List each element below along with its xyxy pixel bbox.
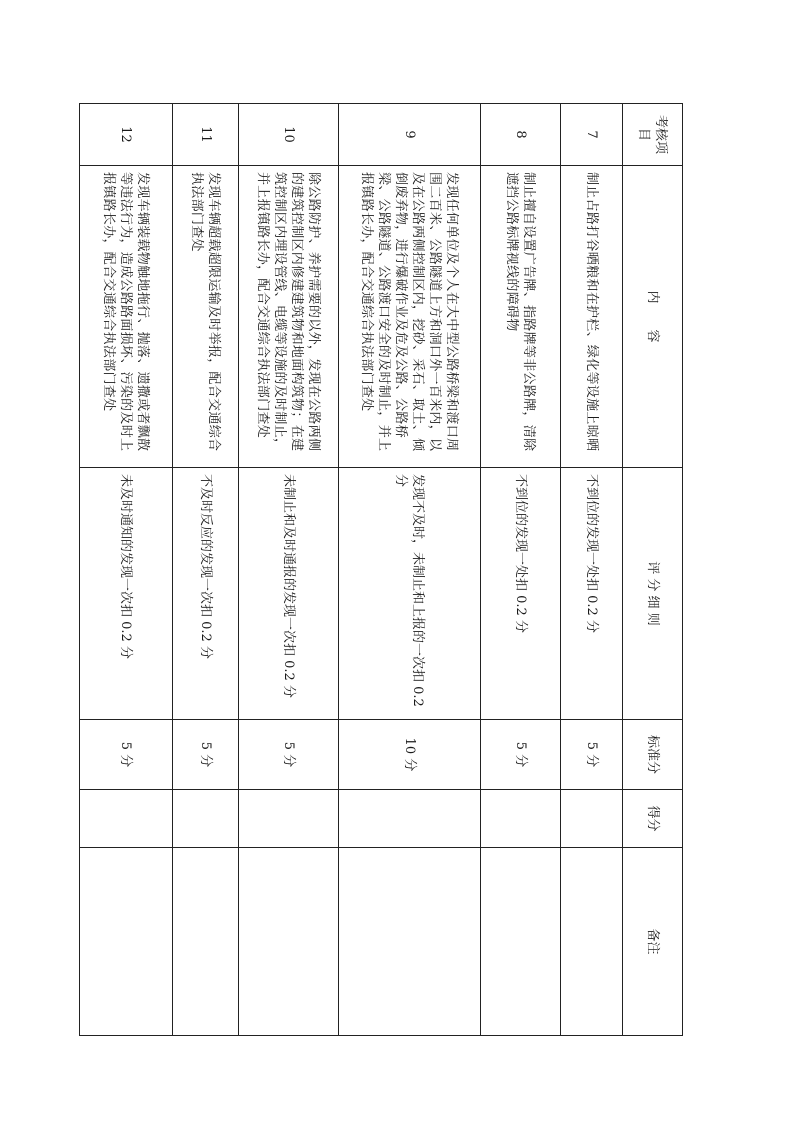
header-rule: 评 分 细 则 bbox=[623, 468, 683, 720]
cell-remark bbox=[80, 848, 173, 1036]
cell-item: 8 bbox=[481, 104, 561, 166]
header-standard: 标准分 bbox=[623, 720, 683, 790]
table-row bbox=[173, 104, 239, 1036]
header-score: 得分 bbox=[623, 790, 683, 848]
cell-rule: 不及时反应的发现一次扣 0.2 分 bbox=[173, 468, 239, 720]
cell-standard: 5 分 bbox=[481, 720, 561, 790]
table-row bbox=[80, 104, 173, 1036]
cell-score bbox=[481, 790, 561, 848]
cell-remark bbox=[481, 848, 561, 1036]
table-row bbox=[561, 104, 623, 1036]
cell-score bbox=[339, 790, 481, 848]
cell-remark bbox=[173, 848, 239, 1036]
cell-content: 发现车辆超载超限运输及时举报，配合交通综合执法部门查处 bbox=[173, 166, 239, 468]
table-row bbox=[481, 104, 561, 1036]
assessment-table-landscape bbox=[101, 103, 683, 1035]
cell-standard: 5 分 bbox=[80, 720, 173, 790]
cell-standard: 10 分 bbox=[339, 720, 481, 790]
cell-item: 12 bbox=[80, 104, 173, 166]
cell-standard: 5 分 bbox=[239, 720, 339, 790]
header-item: 考核项目 bbox=[623, 104, 683, 166]
cell-rule: 未及时通知的发现一次扣 0.2 分 bbox=[80, 468, 173, 720]
cell-item: 10 bbox=[239, 104, 339, 166]
cell-score bbox=[80, 790, 173, 848]
table-row bbox=[339, 104, 481, 1036]
assessment-table bbox=[79, 103, 683, 1036]
cell-content: 除公路防护、养护需要的以外，发现在公路两侧的建筑控制区内修建建筑物和地面构筑物；在建筑控制区内埋设管线、电缆等设施的及时制止，并上报镇路长办，配合交通综合执法部门查处 bbox=[239, 166, 339, 468]
table-header-row bbox=[623, 104, 683, 1036]
cell-rule: 不到位的发现一处扣 0.2 分 bbox=[481, 468, 561, 720]
cell-score bbox=[173, 790, 239, 848]
cell-rule: 发现不及时，未制止和上报的一次扣 0.2 分 bbox=[339, 468, 481, 720]
cell-score bbox=[561, 790, 623, 848]
cell-rule: 未制止和及时通报的发现一次扣 0.2 分 bbox=[239, 468, 339, 720]
cell-content: 发现任何单位及个人在大中型公路桥梁和渡口周围二百米、公路隧道上方和洞口外一百米内，以及在公路两侧控制区内，挖砂、采石、取土、倾倒废弃物，进行爆破作业及危及公路、公路桥梁、公路隧道、公路渡口安全的及时制止，并上报镇路长办，配合交通综合执法部门查处 bbox=[339, 166, 481, 468]
cell-item: 7 bbox=[561, 104, 623, 166]
cell-content: 制止占路打谷晒粮和在护栏、绿化等设施上晾晒 bbox=[561, 166, 623, 468]
header-remark: 备注 bbox=[623, 848, 683, 1036]
cell-content: 制止擅自设置广告牌、指路牌等非公路牌，清除遮挡公路标牌视线的障碍物 bbox=[481, 166, 561, 468]
header-content: 内 容 bbox=[623, 166, 683, 468]
cell-item: 9 bbox=[339, 104, 481, 166]
cell-content: 发现车辆装载物触地拖行、抛落、遗撒或者飘散等违法行为，造成公路路面损坏、污染的及时上报镇路长办，配合交通综合执法部门查处 bbox=[80, 166, 173, 468]
cell-remark bbox=[561, 848, 623, 1036]
cell-score bbox=[239, 790, 339, 848]
table-row bbox=[239, 104, 339, 1036]
cell-remark bbox=[339, 848, 481, 1036]
cell-rule: 不到位的发现一处扣 0.2 分 bbox=[561, 468, 623, 720]
cell-remark bbox=[239, 848, 339, 1036]
cell-item: 11 bbox=[173, 104, 239, 166]
cell-standard: 5 分 bbox=[173, 720, 239, 790]
cell-standard: 5 分 bbox=[561, 720, 623, 790]
rotated-page-content bbox=[101, 103, 683, 1035]
